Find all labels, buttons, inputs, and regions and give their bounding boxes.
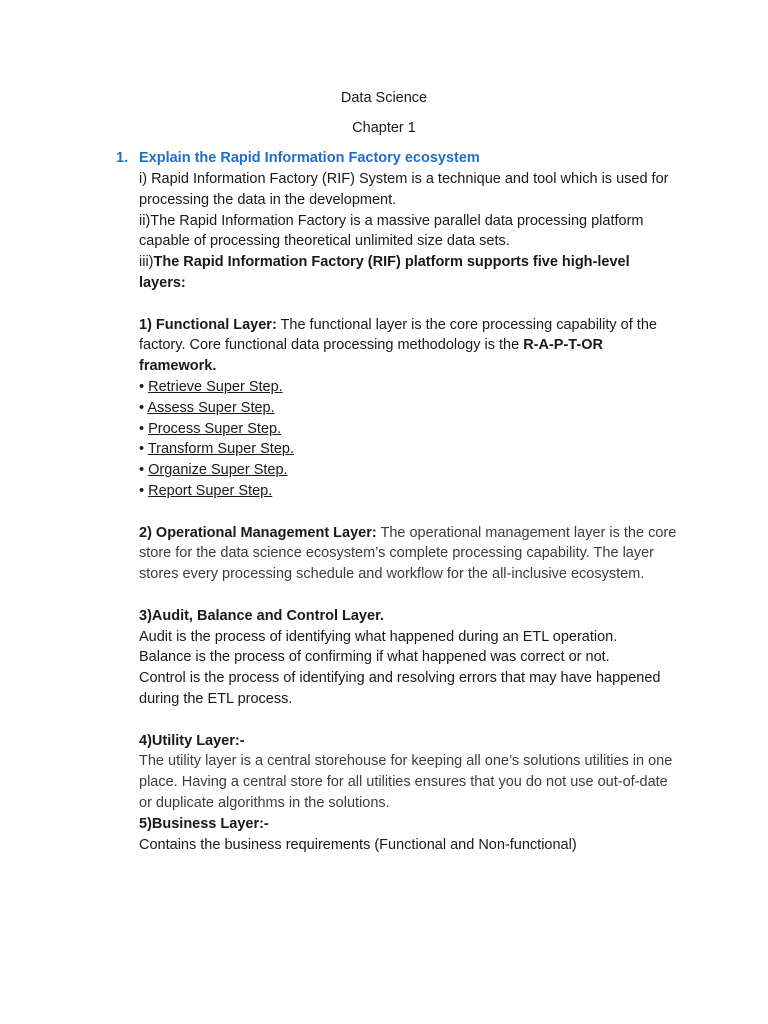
chapter-title: Chapter 1 bbox=[352, 120, 416, 136]
bullet: • bbox=[139, 378, 149, 395]
step-label: Organize Super Step. bbox=[148, 462, 288, 479]
control-line: Control is the process of identifying and resolving errors that may have happened during the ETL process. bbox=[139, 670, 661, 707]
layers-intro bbox=[139, 252, 679, 294]
bullet: • bbox=[139, 399, 148, 416]
functional-layer-number: 1) bbox=[139, 316, 156, 333]
step-label: Transform Super Step. bbox=[147, 441, 294, 458]
spacer bbox=[139, 502, 679, 523]
step-item bbox=[139, 398, 679, 419]
functional-layer-paragraph bbox=[139, 315, 679, 377]
utility-layer-text: The utility layer is a central storehouse for keeping all one’s solutions utilities in one place. Having a central store for all utilities ensures that you do not use out-of-date or duplicate algorithms in the solutions. bbox=[139, 753, 673, 811]
step-item bbox=[139, 460, 679, 481]
operational-layer-text: The operational management layer is the core store for the data science ecosystem’s complete processing capability. The layer stores every processing schedule and workflow for the all-inclusive ecosystem. bbox=[139, 524, 677, 583]
business-layer-title: 5)Business Layer:- bbox=[139, 815, 269, 832]
question-text: Explain the Rapid Information Factory ecosystem bbox=[139, 150, 480, 166]
bullet: • bbox=[139, 462, 149, 479]
functional-layer-text: The functional layer is the core processing capability of the factory. Core functional data processing methodology is the bbox=[139, 316, 657, 354]
document-title: Data Science bbox=[340, 90, 428, 106]
balance-line: Balance is the process of confirming if what happened was correct or not. bbox=[139, 649, 610, 666]
step-label: Process Super Step. bbox=[148, 420, 282, 437]
step-item bbox=[139, 377, 679, 398]
step-item bbox=[139, 419, 679, 440]
audit-line: Audit is the process of identifying what happened during an ETL operation. bbox=[139, 628, 618, 645]
operational-layer-paragraph bbox=[139, 523, 679, 585]
step-item bbox=[139, 481, 679, 502]
bullet: • bbox=[139, 420, 149, 437]
spacer bbox=[139, 294, 679, 315]
functional-layer-title: Functional Layer: bbox=[155, 316, 277, 333]
intro-paragraph-1: i) Rapid Information Factory (RIF) System is a technique and tool which is used for processing the data in the development. bbox=[139, 171, 669, 208]
step-label: Retrieve Super Step. bbox=[148, 378, 283, 395]
spacer bbox=[139, 710, 679, 731]
question-number: 1. bbox=[116, 150, 129, 166]
step-label: Assess Super Step. bbox=[147, 399, 275, 416]
question-heading bbox=[116, 148, 480, 169]
layers-intro-prefix: iii) bbox=[139, 254, 154, 271]
step-item bbox=[139, 439, 679, 460]
intro-paragraph-2: ii)The Rapid Information Factory is a massive parallel data processing platform capable of processing theoretical unlimited size data sets. bbox=[139, 212, 644, 250]
bullet: • bbox=[139, 482, 149, 499]
operational-layer-title: 2) Operational Management Layer: bbox=[139, 524, 377, 541]
business-layer-text: Contains the business requirements (Functional and Non-functional) bbox=[139, 836, 577, 853]
utility-layer-title: 4)Utility Layer:- bbox=[139, 732, 245, 749]
bullet: • bbox=[139, 441, 148, 458]
layers-intro-text: The Rapid Information Factory (RIF) platform supports five high-level layers: bbox=[139, 254, 630, 291]
audit-layer-title: 3)Audit, Balance and Control Layer. bbox=[139, 607, 384, 624]
answer-body bbox=[139, 169, 679, 855]
raptor-framework: R-A-P-T-OR framework. bbox=[139, 337, 603, 375]
spacer bbox=[139, 585, 679, 606]
step-label: Report Super Step. bbox=[148, 482, 273, 499]
